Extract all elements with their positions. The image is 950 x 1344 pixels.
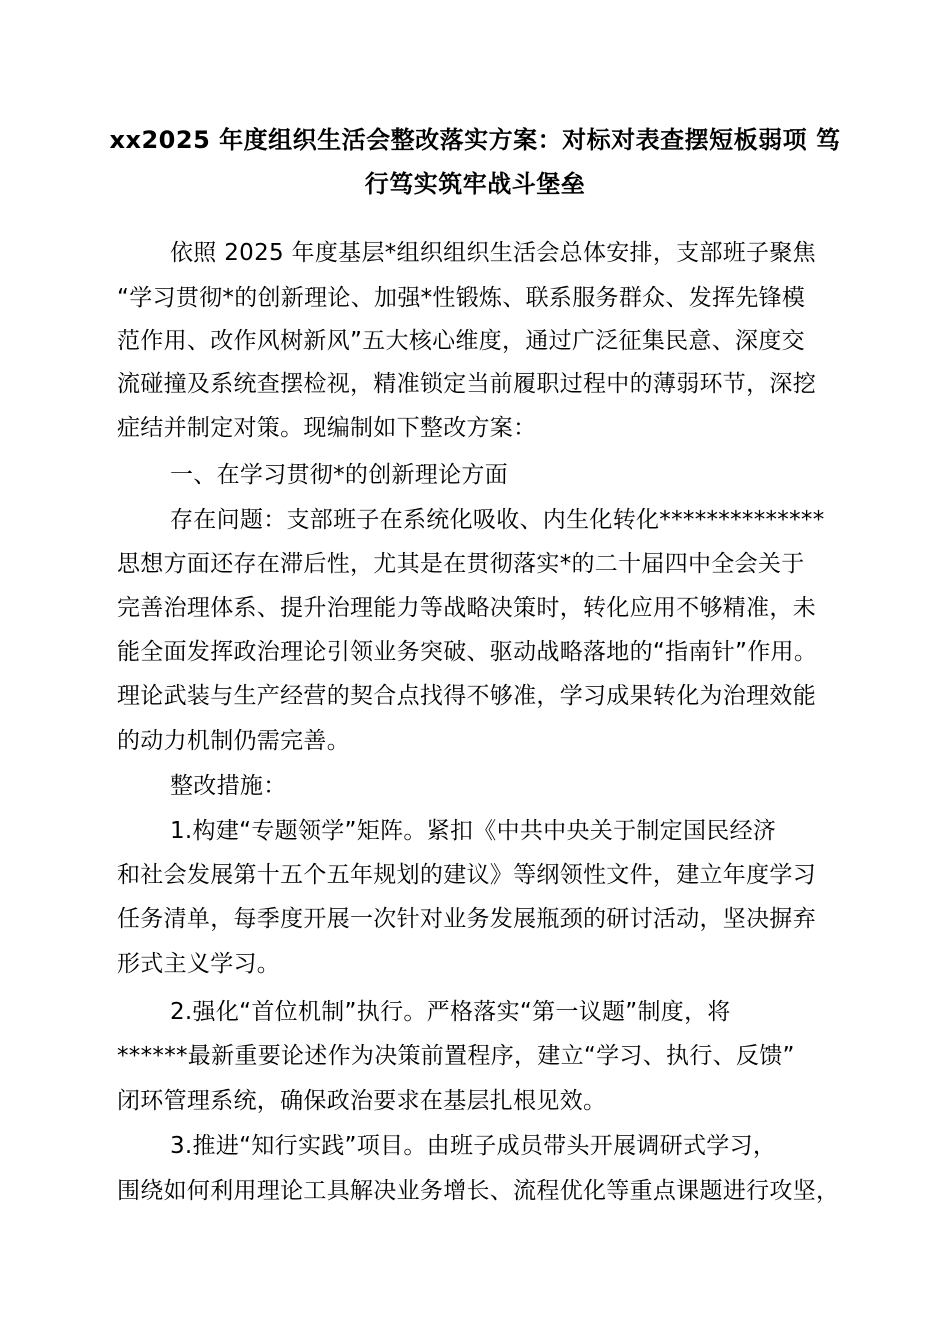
paragraph-line: 1.构建“专题领学”矩阵。紧扣《中共中央关于制定国民经济 xyxy=(170,818,777,844)
paragraph-line: 思想方面还存在滞后性，尤其是在贯彻落实*的二十届四中全会关于 xyxy=(117,551,805,577)
paragraph-line: 症结并制定对策。现编制如下整改方案： xyxy=(117,415,537,441)
paragraph-line: 存在问题：支部班子在系统化吸收、内生化转化************** xyxy=(170,507,825,533)
paragraph-line: 形式主义学习。 xyxy=(117,951,281,977)
paragraph-line: “学习贯彻*的创新理论、加强*性锻炼、联系服务群众、发挥先锋模 xyxy=(117,285,806,311)
section-heading: 一、在学习贯彻*的创新理论方面 xyxy=(170,462,508,488)
paragraph-line: 任务清单，每季度开展一次针对业务发展瓶颈的研讨活动，坚决摒弃 xyxy=(117,906,816,932)
paragraph-line: 闭环管理系统，确保政治要求在基层扎根见效。 xyxy=(117,1088,607,1114)
paragraph-line: 范作用、改作风树新风”五大核心维度，通过广泛征集民意、深度交 xyxy=(117,328,805,354)
paragraph-line: 完善治理体系、提升治理能力等战略决策时，转化应用不够精准，未 xyxy=(117,595,816,621)
subsection-label: 整改措施： xyxy=(170,773,287,799)
paragraph-line: 能全面发挥政治理论引领业务突破、驱动战略落地的“指南针”作用。 xyxy=(117,639,818,665)
paragraph-line: 和社会发展第十五个五年规划的建议》等纲领性文件，建立年度学习 xyxy=(117,862,816,888)
paragraph-line: 流碰撞及系统查摆检视，精准锁定当前履职过程中的薄弱环节，深挖 xyxy=(117,371,816,397)
document-title-line-1: xx2025 年度组织生活会整改落实方案：对标对表查摆短板弱项 笃 xyxy=(109,126,841,154)
paragraph-line: 2.强化“首位机制”执行。严格落实“第一议题”制度，将 xyxy=(170,999,731,1025)
paragraph-line: 3.推进“知行实践”项目。由班子成员带头开展调研式学习， xyxy=(170,1133,777,1159)
paragraph-line: 围绕如何利用理论工具解决业务增长、流程优化等重点课题进行攻坚， xyxy=(117,1178,840,1204)
paragraph-line: ******最新重要论述作为决策前置程序，建立“学习、执行、反馈” xyxy=(117,1043,795,1069)
document-title-line-2: 行笃实筑牢战斗堡垒 xyxy=(364,170,586,198)
paragraph-line: 的动力机制仍需完善。 xyxy=(117,728,350,754)
paragraph-line: 依照 2025 年度基层*组织组织生活会总体安排，支部班子聚焦 xyxy=(170,240,816,266)
paragraph-line: 理论武装与生产经营的契合点找得不够准，学习成果转化为治理效能 xyxy=(117,683,816,709)
